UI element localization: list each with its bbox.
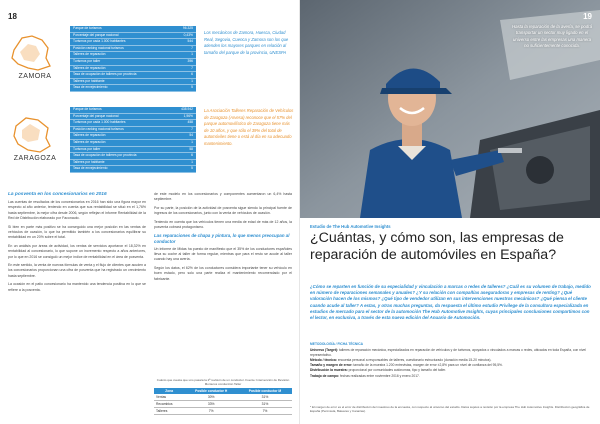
tech-sheet xyxy=(310,342,594,379)
stats-row xyxy=(70,26,196,33)
stats-label: Tasa de ocupación de talleres por provincia xyxy=(73,153,137,158)
zaragoza-callout: La Asociación Talleres Reparación de Vehículos de Zaragoza (Arvesa) reconoce que el 57% del parque automovilístico de Zaragoza tiene más de 10 años, y que sólo el 39% del total de automóviles tiene o está al día en su adecuado mantenimiento. xyxy=(204,108,294,146)
table-header-cell: Posible conductor H xyxy=(184,388,238,394)
article-paragraph: La ocasión en el patio concesionario ha mantenido una tendencia positiva en lo que se refiere a la posventa. xyxy=(8,282,146,292)
stats-row xyxy=(70,140,196,147)
stats-value: 7 xyxy=(191,65,193,70)
zaragoza-map-icon xyxy=(8,112,54,158)
tech-sheet-key: Trabajo de campo: xyxy=(310,373,340,378)
photo-caption: Hasta la reparación de la avería, se podrá transportar un sector muy ligado en el universo entre las empresas una manera no suficientemente conocida. xyxy=(511,24,593,49)
stats-row xyxy=(70,46,196,53)
article-paragraph: Teniendo en cuenta que los vehículos tienen una media de edad de más de 12 años, la posventa cobrará protagonismo. xyxy=(154,219,292,230)
stats-value: 0,43% xyxy=(183,32,193,37)
article-paragraph: de este modelo en los concesionarios y componentes aumentaron un 6,4% hasta septiembre. xyxy=(154,192,292,202)
table-row xyxy=(154,401,292,408)
table-cell: 7% xyxy=(184,408,238,415)
table-cell: 31% xyxy=(238,394,292,401)
stats-value: 1 xyxy=(191,78,193,83)
stats-row xyxy=(70,59,196,66)
stats-value: 6 xyxy=(191,153,193,158)
stats-label: Turismos por cada 1.000 habitantes xyxy=(73,39,126,44)
table-header-cell: Posible conductor M xyxy=(238,388,292,394)
stats-label: Tasa de envejecimiento xyxy=(73,166,108,171)
stats-row xyxy=(70,120,196,127)
stats-label: Posición ranking nacional turismos xyxy=(73,45,124,50)
stats-label: Turismos por taller xyxy=(73,146,101,151)
stats-label: Turismos por cada 1.000 habitantes xyxy=(73,120,126,125)
article-kicker: Estudio de The Hub Automotive Insights xyxy=(310,224,391,229)
stats-label: Talleres de reparación xyxy=(73,65,106,70)
page-number-left: 18 xyxy=(8,12,17,21)
zamora-label: ZAMORA xyxy=(18,73,52,80)
stats-label: Talleres de reparación xyxy=(73,139,106,144)
stats-value: 1 xyxy=(191,159,193,164)
tech-sheet-title: METODOLOGÍA / FICHA TÉCNICA xyxy=(310,342,363,346)
stats-label: Talleres de reparación xyxy=(73,133,106,138)
tech-sheet-value: tamaño de la muestra 1.200 entrevistas, margen de error ±2,8% para un nivel de confianza del 95,5%. xyxy=(352,363,503,368)
article-column-a xyxy=(8,192,146,296)
article-paragraph: En este sentido, la venta de nuevas fórmulas de venta y el flujo de clientes que acuden a los concesionarios proporcionan una cifra de posventa que ha registrado un crecimiento hasta septiembre. xyxy=(8,263,146,278)
article-column-b xyxy=(154,192,292,285)
mechanic-photo xyxy=(300,0,600,218)
footnote: * El margen de error es el error de distribución del muestreo de la encuesta, con respecto al universo del estudio. Datos sujetos a revisión por la empresa The Hub Automotive Insights. Distribución geográfica de España (Península, Baleares y Canarias). xyxy=(310,405,590,414)
tech-sheet-value: fechas realizadas entre noviembre 2016 y enero 2017. xyxy=(339,373,420,378)
zaragoza-label: ZARAGOZA xyxy=(13,155,57,162)
tech-sheet-row xyxy=(310,358,594,363)
tech-sheet-key: Método / técnica: xyxy=(310,358,337,363)
stats-row xyxy=(70,33,196,40)
repair-table xyxy=(154,378,292,415)
table-cell: 31% xyxy=(238,401,292,408)
stats-row xyxy=(70,133,196,140)
table-cell: Recambios xyxy=(154,401,184,408)
stats-value: 5 xyxy=(191,85,193,90)
stats-row xyxy=(70,153,196,160)
article-paragraph: Las cuentas de resultados de los concesionarios en 2016 han sido una figura mayor en respecto al año anterior, teniendo en cuenta que sus rentabilidad se situó en el 1,76% hasta septiembre, la mejor cifra desde 2006, según reflejan el informe Rentabilidad de la Red de Distribución elaborado por Faconauto. xyxy=(8,200,146,221)
table-cell: Talleres xyxy=(154,408,184,415)
page-number-right: 19 xyxy=(583,12,592,21)
stats-value: 458 xyxy=(187,120,193,125)
stats-value: 6 xyxy=(191,72,193,77)
stats-value: 7 xyxy=(191,126,193,131)
stats-label: Talleres por habitante xyxy=(73,78,105,83)
stats-label: Parque de turismos xyxy=(73,107,102,111)
stats-label: Talleres por habitante xyxy=(73,159,105,164)
tech-sheet-key: Universo (Target): xyxy=(310,347,339,352)
right-page xyxy=(300,0,600,424)
stats-label: Turismos por taller xyxy=(73,58,101,63)
stats-row xyxy=(70,52,196,59)
stats-row xyxy=(70,39,196,46)
stats-label: Talleres de reparación xyxy=(73,52,106,57)
article-paragraph: Si bien en parte más positivo se ha conseguido una mejor posición en las ventas de vehículos de ocasión, lo que ha permitido también a los concesionarios equilibrar su rentabilidad en un 20% sobre el total. xyxy=(8,224,146,240)
tech-sheet-value: talleres de reparación mecánica, especializados en reparación de vehículos y de turismos, apoyados o vinculados a marcas o redes, ubicados en toda España, con nivel representativo. xyxy=(310,347,586,357)
stats-value: 54 xyxy=(189,133,193,138)
zaragoza-stats-table xyxy=(70,107,196,173)
stats-value: 1 xyxy=(191,52,193,57)
tech-sheet-row xyxy=(310,348,594,358)
stats-row xyxy=(70,166,196,173)
table-cell: Ventas xyxy=(154,394,184,401)
stats-row xyxy=(70,127,196,134)
stats-value: 7 xyxy=(191,45,193,50)
zamora-map-icon xyxy=(8,30,54,76)
tech-sheet-row xyxy=(310,368,594,373)
stats-label: Porcentaje del parque nacional xyxy=(73,32,119,37)
article-paragraph: Por su parte, la posición de la actividad de posventa sigue siendo la principal fuente de ingresos de los concesionarios, junto con la venta de vehículos de ocasión. xyxy=(154,205,292,216)
article-paragraph: Un informe de Midas ha puesto de manifiesto que el 35% de los conductores españoles lleva su coche al taller de forma regular, mientras que para el resto se acude al taller cuando hay una avería. xyxy=(154,246,292,262)
tech-sheet-value: encuesta personal a responsables de talleres, cuestionario estructurado (duración media 15-20 minutos). xyxy=(336,358,492,363)
table-cell: 30% xyxy=(184,394,238,401)
tech-sheet-key: Tamaño y margen de error: xyxy=(310,363,353,368)
table-cell: 7% xyxy=(238,408,292,415)
tech-sheet-value: proporcional por comunidades autónomas, tipo y tamaño del taller. xyxy=(347,368,446,373)
stats-row xyxy=(70,160,196,167)
stats-value: 544 xyxy=(187,39,193,44)
tech-sheet-key: Distribución la muestra: xyxy=(310,368,348,373)
stats-label: Parque de turismos xyxy=(73,26,102,30)
zamora-stats-table xyxy=(70,26,196,92)
article-title: La posventa en los concesionarios en 2016 xyxy=(8,192,107,197)
stats-row xyxy=(70,147,196,154)
tech-sheet-row xyxy=(310,374,594,379)
article-subtitle: Las reparaciones de chapa y pintura, lo que menos preocupan al conductor xyxy=(154,233,290,245)
stats-value: 438.942 xyxy=(181,107,193,111)
table-header-cell: Zona xyxy=(154,388,184,394)
stats-value: 58 xyxy=(189,146,193,151)
article-headline: ¿Cuántas, y cómo son, las empresas de reparación de automóviles en España? xyxy=(310,230,564,263)
stats-label: Posición ranking nacional turismos xyxy=(73,126,124,131)
tech-sheet-row xyxy=(310,363,594,368)
stats-value: 5 xyxy=(191,166,193,171)
stats-row xyxy=(70,107,196,114)
table-caption: Cuánto que cuesta que uno pasara la 2ª revisión de un conductor. Fuente: Intervención de Revisión Monteros conducción Taller xyxy=(156,378,290,386)
article-paragraph: Según los datos, el 62% de los conductores considera importante tener su vehículo en buen estado, pero solo una parte realiza el mantenimiento recomendado por el fabricante. xyxy=(154,265,292,281)
zamora-callout: Los mecánicos de Zamora, Huesca, Ciudad Real, Segovia, Cuenca y Zamora son los que atienden los mayores parques en relación al tamaño del parque de la provincia, UNESPA xyxy=(204,30,289,55)
stats-value: 96.325 xyxy=(182,26,193,30)
stats-row xyxy=(70,85,196,92)
article-lead: ¿Cómo se reparten en función de su especialidad y vinculación a marcas o redes de talleres? ¿Cuál es su volumen de trabajo, medido en número de reparaciones semanales y anuales? ¿Y su relación con compañías aseguradoras y empresas de renting? ¿Qué valoración hacen de los mismos? ¿Qué tipo de vendedor utilizan en sus intervenciones nuestros mecánicos? ¿Qué piensa el cliente cuando acude al taller? A estas, y otras muchas preguntas, da respuesta el último estudio Privilege de la consultora especializada en estudios de mercado para el sector de la automoción The Hub Automotive Insights, cuyas principales conclusiones compartimos con el lector, en exclusiva, a través de esta nueva edición del Anuario de Automoción. xyxy=(310,284,591,321)
stats-value: 396 xyxy=(187,58,193,63)
stats-value: 1 xyxy=(191,139,193,144)
table-row xyxy=(154,408,292,415)
article-paragraph: En un análisis por áreas de actividad, los ventas de servicios aportaron el 18,32% en rentabilidad al concesionario, lo que supone un incremento respecto a años anteriores, por lo que en 2016 se consiguió un mejor índice de rentabilidad en el área de posventa. xyxy=(8,243,146,259)
stats-label: Tasa de ocupación de talleres por provincia xyxy=(73,72,137,77)
stats-row xyxy=(70,114,196,121)
stats-row xyxy=(70,72,196,79)
stats-row xyxy=(70,79,196,86)
stats-value: 1,96% xyxy=(183,113,193,118)
stats-label: Tasa de envejecimiento xyxy=(73,85,108,90)
table-cell: 33% xyxy=(184,401,238,408)
stats-label: Porcentaje del parque nacional xyxy=(73,113,119,118)
stats-row xyxy=(70,66,196,73)
